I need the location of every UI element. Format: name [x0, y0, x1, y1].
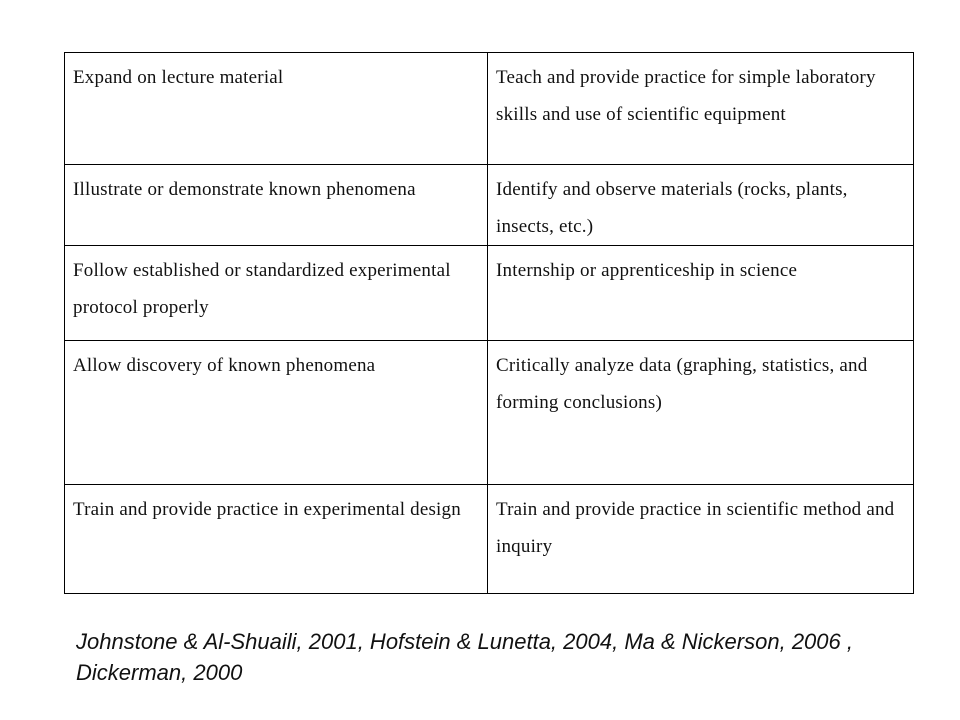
- table-cell: Illustrate or demonstrate known phenomena: [65, 165, 488, 246]
- table-cell: Critically analyze data (graphing, statistics, and forming conclusions): [488, 341, 914, 485]
- table-cell: Follow established or standardized experimental protocol properly: [65, 246, 488, 341]
- lab-goals-table: [64, 52, 914, 594]
- table-cell: Expand on lecture material: [65, 53, 488, 165]
- table-row: [65, 485, 914, 594]
- table-cell: Train and provide practice in experimental design: [65, 485, 488, 594]
- table-row: [65, 165, 914, 246]
- table-row: [65, 246, 914, 341]
- table-cell: Teach and provide practice for simple laboratory skills and use of scientific equipment: [488, 53, 914, 165]
- table-row: [65, 53, 914, 165]
- table-cell: Allow discovery of known phenomena: [65, 341, 488, 485]
- table-row: [65, 341, 914, 485]
- table-cell: Identify and observe materials (rocks, plants, insects, etc.): [488, 165, 914, 246]
- citation-text: Johnstone & Al-Shuaili, 2001, Hofstein & Lunetta, 2004, Ma & Nickerson, 2006 , Dickerman, 2000: [76, 629, 853, 685]
- table-cell: Internship or apprenticeship in science: [488, 246, 914, 341]
- table-cell: Train and provide practice in scientific method and inquiry: [488, 485, 914, 594]
